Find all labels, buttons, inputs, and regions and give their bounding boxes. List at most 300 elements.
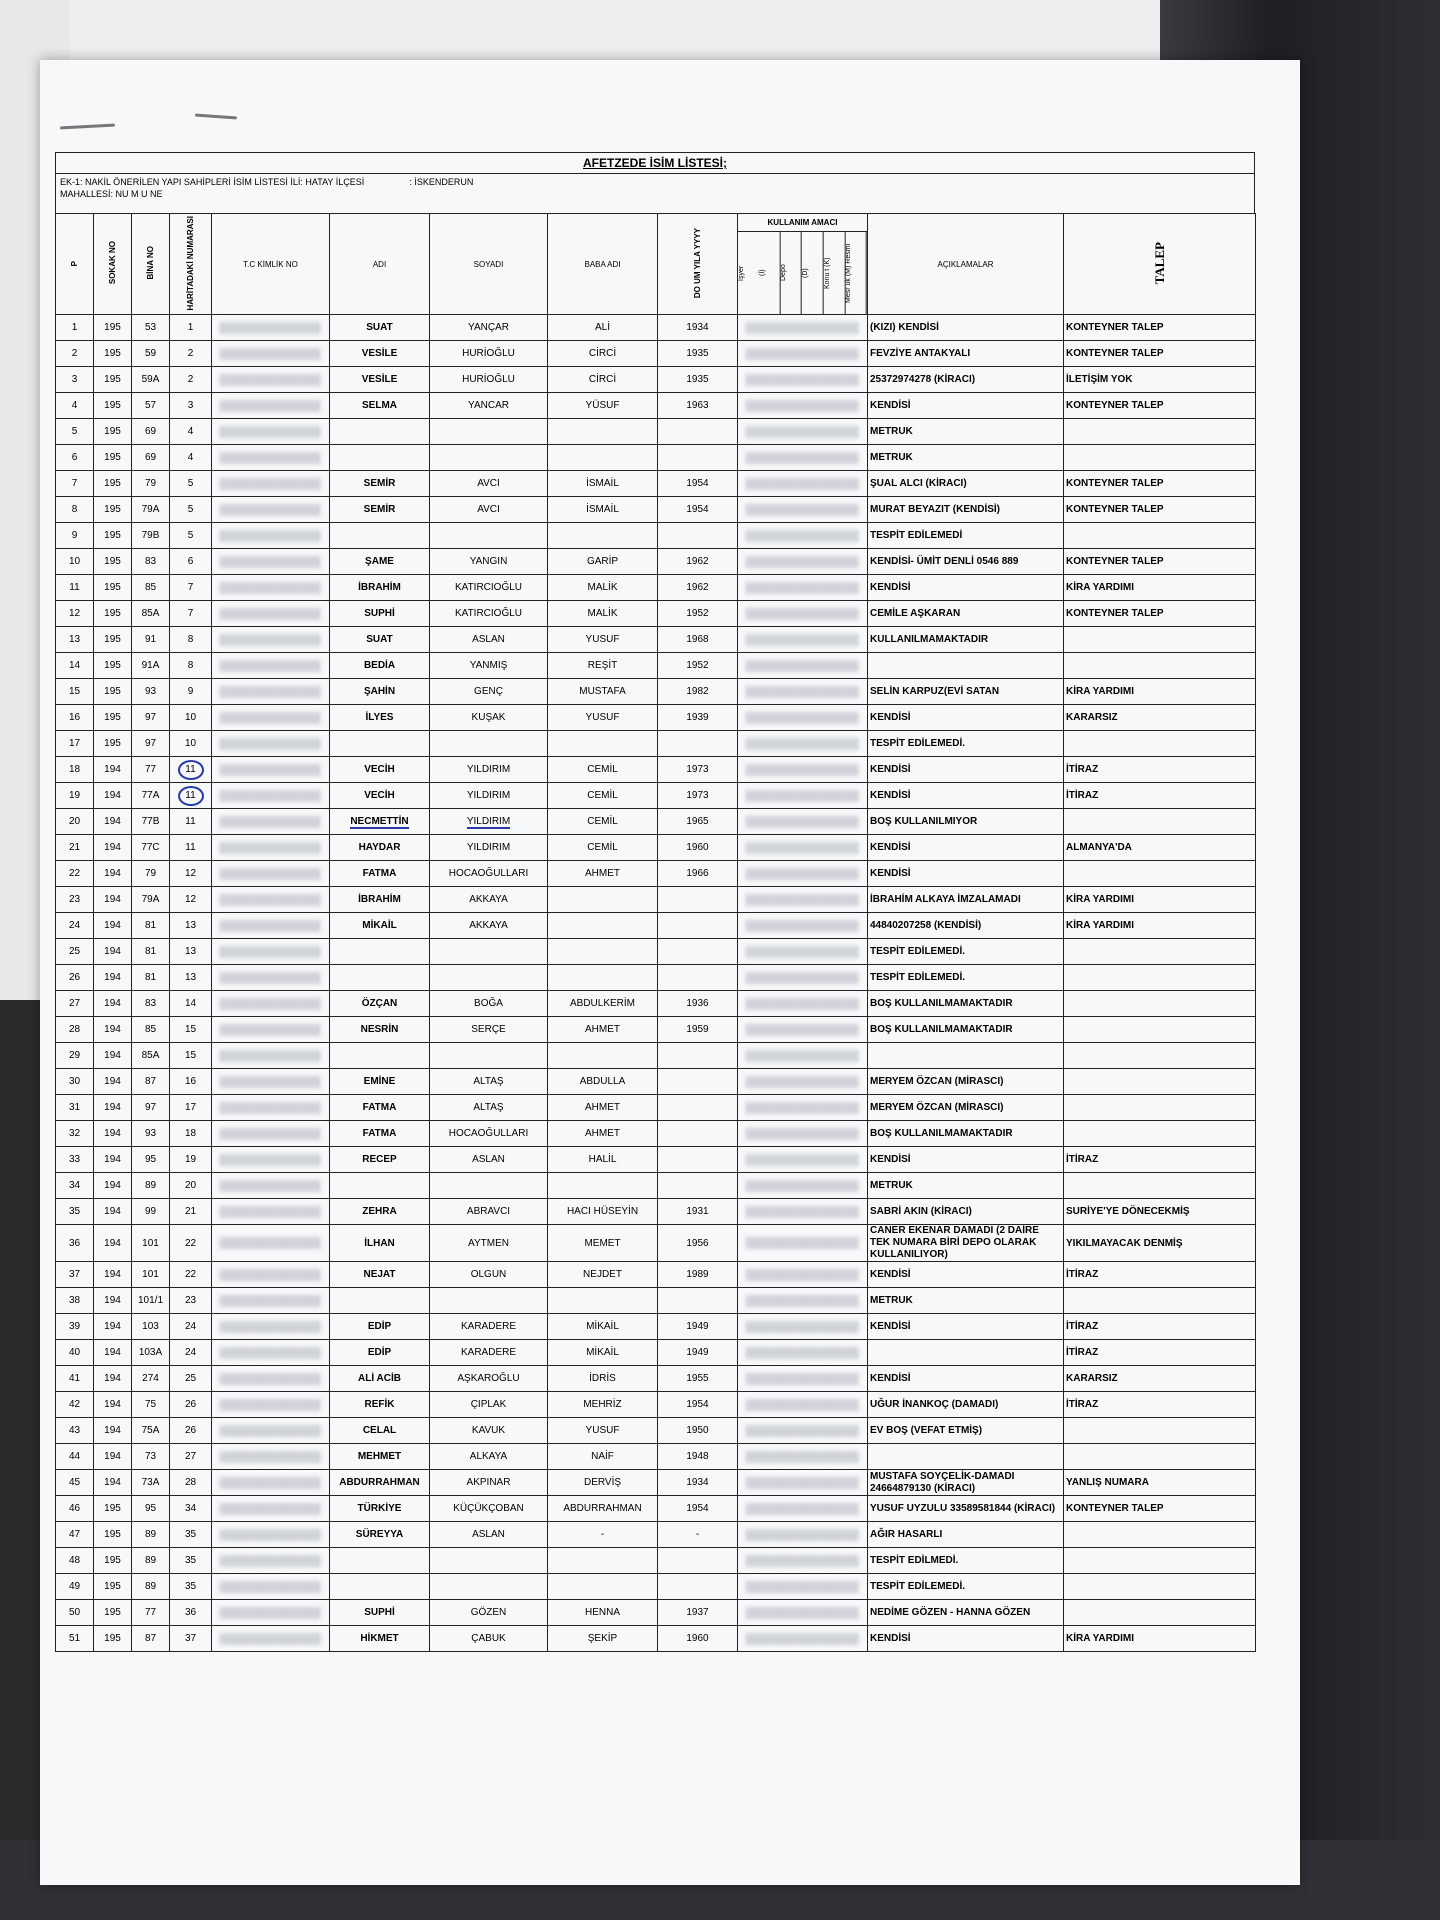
cell-aciklama xyxy=(868,1340,1064,1366)
cell-soyadi xyxy=(430,1043,548,1069)
cell-tc xyxy=(212,1262,330,1288)
cell-tc xyxy=(212,1366,330,1392)
cell-aciklama: MERYEM ÖZCAN (MİRASCI) xyxy=(868,1095,1064,1121)
cell-harita: 4 xyxy=(170,419,212,445)
cell-no: 40 xyxy=(56,1340,94,1366)
cell-sokak: 195 xyxy=(94,679,132,705)
redacted-blur xyxy=(220,660,321,672)
cell-soyadi: GÖZEN xyxy=(430,1600,548,1626)
redacted-blur xyxy=(220,1050,321,1062)
cell-soyadi: HURİOĞLU xyxy=(430,367,548,393)
table-row xyxy=(56,1626,1256,1652)
table-row xyxy=(56,809,1256,835)
cell-adi: MİKAİL xyxy=(330,913,430,939)
cell-sokak: 194 xyxy=(94,1262,132,1288)
cell-dogum xyxy=(658,913,738,939)
cell-harita: 21 xyxy=(170,1199,212,1225)
cell-soyadi xyxy=(430,965,548,991)
redacted-blur xyxy=(746,452,859,464)
cell-kullanim xyxy=(738,1522,868,1548)
cell-adi: ZEHRA xyxy=(330,1199,430,1225)
cell-kullanim xyxy=(738,809,868,835)
table-row xyxy=(56,1225,1256,1262)
cell-adi: ABDURRAHMAN xyxy=(330,1470,430,1496)
cell-bina: 85A xyxy=(132,601,170,627)
cell-harita: 36 xyxy=(170,1600,212,1626)
table-row xyxy=(56,601,1256,627)
redacted-blur xyxy=(220,1399,321,1411)
cell-bina: 83 xyxy=(132,991,170,1017)
cell-no: 36 xyxy=(56,1225,94,1262)
redacted-blur xyxy=(220,712,321,724)
cell-soyadi: KUŞAK xyxy=(430,705,548,731)
cell-tc xyxy=(212,393,330,419)
cell-soyadi: AVCI xyxy=(430,497,548,523)
cell-bina: 101 xyxy=(132,1262,170,1288)
header-baba: BABA ADI xyxy=(548,214,658,315)
cell-no: 38 xyxy=(56,1288,94,1314)
cell-adi: SEMİR xyxy=(330,497,430,523)
cell-no: 43 xyxy=(56,1418,94,1444)
cell-no: 49 xyxy=(56,1574,94,1600)
redacted-blur xyxy=(746,530,859,542)
redacted-blur xyxy=(746,686,859,698)
cell-no: 8 xyxy=(56,497,94,523)
cell-sokak: 194 xyxy=(94,1069,132,1095)
cell-harita: 20 xyxy=(170,1173,212,1199)
cell-aciklama: KENDİSİ xyxy=(868,705,1064,731)
cell-kullanim xyxy=(738,913,868,939)
redacted-blur xyxy=(746,894,859,906)
cell-kullanim xyxy=(738,1548,868,1574)
header-bina: BİNA NO xyxy=(132,214,170,315)
cell-dogum xyxy=(658,523,738,549)
cell-dogum xyxy=(658,1288,738,1314)
cell-harita: 11 xyxy=(170,809,212,835)
cell-soyadi: AKPINAR xyxy=(430,1470,548,1496)
cell-kullanim xyxy=(738,835,868,861)
cell-no: 4 xyxy=(56,393,94,419)
cell-kullanim xyxy=(738,1392,868,1418)
redacted-blur xyxy=(220,1237,321,1249)
redacted-blur xyxy=(220,1102,321,1114)
cell-kullanim xyxy=(738,1600,868,1626)
cell-sokak: 195 xyxy=(94,601,132,627)
cell-kullanim xyxy=(738,1147,868,1173)
cell-aciklama: METRUK xyxy=(868,1288,1064,1314)
cell-talep: KONTEYNER TALEP xyxy=(1064,601,1256,627)
cell-dogum: 1989 xyxy=(658,1262,738,1288)
cell-talep xyxy=(1064,1173,1256,1199)
redacted-blur xyxy=(746,1102,859,1114)
cell-no: 22 xyxy=(56,861,94,887)
cell-bina: 97 xyxy=(132,731,170,757)
cell-aciklama: MUSTAFA SOYÇELİK-DAMADI 24664879130 (KİRACI) xyxy=(868,1470,1064,1496)
cell-tc xyxy=(212,1314,330,1340)
redacted-blur xyxy=(220,1555,321,1567)
table-row xyxy=(56,627,1256,653)
cell-adi: SUPHİ xyxy=(330,601,430,627)
cell-baba: MEMET xyxy=(548,1225,658,1262)
header-kullanim-option: (İ) xyxy=(759,232,781,314)
table-row xyxy=(56,1470,1256,1496)
cell-no: 31 xyxy=(56,1095,94,1121)
cell-sokak: 194 xyxy=(94,913,132,939)
cell-tc xyxy=(212,1225,330,1262)
cell-adi: VESİLE xyxy=(330,367,430,393)
redacted-blur xyxy=(746,1295,859,1307)
cell-adi: FATMA xyxy=(330,1095,430,1121)
cell-adi: SUPHİ xyxy=(330,1600,430,1626)
cell-kullanim xyxy=(738,575,868,601)
cell-adi: EDİP xyxy=(330,1314,430,1340)
cell-aciklama: KULLANILMAMAKTADIR xyxy=(868,627,1064,653)
cell-kullanim xyxy=(738,367,868,393)
cell-talep xyxy=(1064,1444,1256,1470)
cell-talep: KARARSIZ xyxy=(1064,705,1256,731)
cell-talep xyxy=(1064,1574,1256,1600)
redacted-blur xyxy=(746,400,859,412)
cell-dogum: 1966 xyxy=(658,861,738,887)
cell-adi: VECİH xyxy=(330,757,430,783)
redacted-blur xyxy=(746,1269,859,1281)
cell-soyadi xyxy=(430,1574,548,1600)
cell-tc xyxy=(212,913,330,939)
cell-bina: 89 xyxy=(132,1574,170,1600)
cell-aciklama: TESPİT EDİLEMEDİ. xyxy=(868,731,1064,757)
cell-dogum xyxy=(658,1173,738,1199)
cell-kullanim xyxy=(738,1340,868,1366)
cell-talep: İTİRAZ xyxy=(1064,1392,1256,1418)
cell-soyadi xyxy=(430,731,548,757)
cell-harita: 13 xyxy=(170,939,212,965)
redacted-blur xyxy=(220,374,321,386)
cell-no: 5 xyxy=(56,419,94,445)
cell-adi: REFİK xyxy=(330,1392,430,1418)
cell-bina: 59A xyxy=(132,367,170,393)
redacted-blur xyxy=(220,582,321,594)
cell-talep: İLETİŞİM YOK xyxy=(1064,367,1256,393)
cell-aciklama: CANER EKENAR DAMADI (2 DAİRE TEK NUMARA BİRİ DEPO OLARAK KULLANILIYOR) xyxy=(868,1225,1064,1262)
cell-dogum: 1931 xyxy=(658,1199,738,1225)
cell-talep xyxy=(1064,1522,1256,1548)
cell-aciklama: TESPİT EDİLEMEDİ. xyxy=(868,939,1064,965)
cell-kullanim xyxy=(738,1444,868,1470)
cell-baba xyxy=(548,419,658,445)
cell-sokak: 195 xyxy=(94,1548,132,1574)
cell-adi xyxy=(330,965,430,991)
cell-baba: AHMET xyxy=(548,1017,658,1043)
redacted-blur xyxy=(746,764,859,776)
cell-tc xyxy=(212,1147,330,1173)
cell-no: 3 xyxy=(56,367,94,393)
cell-harita: 17 xyxy=(170,1095,212,1121)
cell-dogum: 1954 xyxy=(658,1496,738,1522)
cell-bina: 93 xyxy=(132,1121,170,1147)
cell-bina: 95 xyxy=(132,1147,170,1173)
cell-talep xyxy=(1064,939,1256,965)
cell-sokak: 194 xyxy=(94,1095,132,1121)
cell-aciklama: YUSUF UYZULU 33589581844 (KİRACI) xyxy=(868,1496,1064,1522)
cell-talep: KONTEYNER TALEP xyxy=(1064,393,1256,419)
cell-sokak: 195 xyxy=(94,497,132,523)
cell-dogum: 1959 xyxy=(658,1017,738,1043)
cell-harita: 16 xyxy=(170,1069,212,1095)
redacted-blur xyxy=(746,1633,859,1645)
cell-tc xyxy=(212,367,330,393)
cell-adi: İBRAHİM xyxy=(330,887,430,913)
table-row xyxy=(56,367,1256,393)
cell-talep: İTİRAZ xyxy=(1064,783,1256,809)
cell-baba: NEJDET xyxy=(548,1262,658,1288)
redacted-blur xyxy=(746,608,859,620)
cell-talep: YANLIŞ NUMARA xyxy=(1064,1470,1256,1496)
cell-sokak: 194 xyxy=(94,1418,132,1444)
cell-kullanim xyxy=(738,705,868,731)
redacted-blur xyxy=(746,920,859,932)
cell-adi: İLHAN xyxy=(330,1225,430,1262)
redacted-blur xyxy=(746,322,859,334)
redacted-blur xyxy=(220,400,321,412)
redacted-blur xyxy=(220,556,321,568)
cell-tc xyxy=(212,1069,330,1095)
cell-baba xyxy=(548,445,658,471)
cell-dogum: 1965 xyxy=(658,809,738,835)
cell-kullanim xyxy=(738,783,868,809)
cell-sokak: 195 xyxy=(94,315,132,341)
cell-bina: 69 xyxy=(132,445,170,471)
header-kullanim-title: KULLANIM AMACI xyxy=(738,214,867,232)
cell-no: 30 xyxy=(56,1069,94,1095)
cell-sokak: 195 xyxy=(94,575,132,601)
cell-kullanim xyxy=(738,1496,868,1522)
table-row xyxy=(56,549,1256,575)
cell-adi: ŞAHİN xyxy=(330,679,430,705)
cell-dogum: - xyxy=(658,1522,738,1548)
table-body xyxy=(56,315,1256,1652)
cell-kullanim xyxy=(738,1173,868,1199)
header-tc: T.C KİMLİK NO xyxy=(212,214,330,315)
redacted-blur xyxy=(746,1607,859,1619)
cell-aciklama: KENDİSİ xyxy=(868,1366,1064,1392)
redacted-blur xyxy=(220,1529,321,1541)
cell-bina: 89 xyxy=(132,1548,170,1574)
cell-talep xyxy=(1064,1069,1256,1095)
cell-baba: DERVİŞ xyxy=(548,1470,658,1496)
cell-harita: 11 xyxy=(170,835,212,861)
cell-adi: ALİ ACİB xyxy=(330,1366,430,1392)
cell-soyadi: ABRAVCI xyxy=(430,1199,548,1225)
cell-sokak: 195 xyxy=(94,1496,132,1522)
cell-kullanim xyxy=(738,419,868,445)
table-row xyxy=(56,1600,1256,1626)
redacted-blur xyxy=(220,686,321,698)
redacted-blur xyxy=(220,1347,321,1359)
background-sheet xyxy=(0,0,1165,60)
cell-no: 51 xyxy=(56,1626,94,1652)
cell-no: 16 xyxy=(56,705,94,731)
cell-no: 34 xyxy=(56,1173,94,1199)
staple-icon xyxy=(195,114,237,120)
cell-sokak: 194 xyxy=(94,887,132,913)
cell-aciklama xyxy=(868,653,1064,679)
cell-harita: 23 xyxy=(170,1288,212,1314)
redacted-blur xyxy=(746,1128,859,1140)
redacted-blur xyxy=(746,1237,859,1249)
cell-bina: 79 xyxy=(132,471,170,497)
cell-harita: 2 xyxy=(170,341,212,367)
staple-icon xyxy=(60,124,115,130)
cell-adi: NECMETTİN xyxy=(330,809,430,835)
cell-kullanim xyxy=(738,1626,868,1652)
table-row xyxy=(56,471,1256,497)
cell-talep xyxy=(1064,1017,1256,1043)
cell-talep xyxy=(1064,1288,1256,1314)
cell-talep: KONTEYNER TALEP xyxy=(1064,341,1256,367)
header-kullanim-option: Mesr uk (M) Resmi xyxy=(845,232,867,314)
cell-baba: İSMAİL xyxy=(548,497,658,523)
cell-soyadi: YANGIN xyxy=(430,549,548,575)
cell-talep: KONTEYNER TALEP xyxy=(1064,1496,1256,1522)
redacted-blur xyxy=(746,1180,859,1192)
cell-talep: KARARSIZ xyxy=(1064,1366,1256,1392)
cell-dogum xyxy=(658,1147,738,1173)
cell-baba: HACI HÜSEYİN xyxy=(548,1199,658,1225)
cell-no: 41 xyxy=(56,1366,94,1392)
cell-dogum: 1954 xyxy=(658,1392,738,1418)
cell-aciklama xyxy=(868,1444,1064,1470)
cell-tc xyxy=(212,679,330,705)
cell-no: 27 xyxy=(56,991,94,1017)
cell-bina: 274 xyxy=(132,1366,170,1392)
cell-adi: BEDİA xyxy=(330,653,430,679)
cell-tc xyxy=(212,1173,330,1199)
cell-no: 15 xyxy=(56,679,94,705)
table-row xyxy=(56,757,1256,783)
header-kullanim xyxy=(738,214,868,315)
cell-talep: İTİRAZ xyxy=(1064,1262,1256,1288)
cell-soyadi xyxy=(430,939,548,965)
cell-aciklama: KENDİSİ xyxy=(868,783,1064,809)
cell-bina: 91 xyxy=(132,627,170,653)
redacted-blur xyxy=(746,946,859,958)
cell-soyadi: OLGUN xyxy=(430,1262,548,1288)
cell-no: 26 xyxy=(56,965,94,991)
cell-aciklama: SABRİ AKIN (KİRACI) xyxy=(868,1199,1064,1225)
cell-harita: 5 xyxy=(170,497,212,523)
redacted-blur xyxy=(746,1529,859,1541)
cell-baba xyxy=(548,1574,658,1600)
cell-aciklama: MURAT BEYAZIT (KENDİSİ) xyxy=(868,497,1064,523)
cell-sokak: 194 xyxy=(94,1470,132,1496)
subtitle-ilce: : İSKENDERUN xyxy=(409,177,474,187)
cell-harita: 18 xyxy=(170,1121,212,1147)
cell-tc xyxy=(212,1574,330,1600)
cell-sokak: 194 xyxy=(94,1173,132,1199)
cell-sokak: 194 xyxy=(94,965,132,991)
cell-soyadi: AKKAYA xyxy=(430,913,548,939)
cell-dogum xyxy=(658,1069,738,1095)
cell-dogum: 1934 xyxy=(658,315,738,341)
cell-soyadi: ASLAN xyxy=(430,1522,548,1548)
cell-talep xyxy=(1064,731,1256,757)
cell-talep: KİRA YARDIMI xyxy=(1064,679,1256,705)
cell-harita: 6 xyxy=(170,549,212,575)
cell-kullanim xyxy=(738,887,868,913)
cell-harita: 13 xyxy=(170,965,212,991)
cell-aciklama: BOŞ KULLANILMIYOR xyxy=(868,809,1064,835)
cell-talep: ALMANYA'DA xyxy=(1064,835,1256,861)
cell-no: 25 xyxy=(56,939,94,965)
cell-aciklama: 25372974278 (KİRACI) xyxy=(868,367,1064,393)
cell-soyadi: ALKAYA xyxy=(430,1444,548,1470)
cell-adi xyxy=(330,1043,430,1069)
cell-soyadi: ÇIPLAK xyxy=(430,1392,548,1418)
cell-adi: İLYES xyxy=(330,705,430,731)
redacted-blur xyxy=(746,1050,859,1062)
cell-bina: 59 xyxy=(132,341,170,367)
cell-dogum: 1960 xyxy=(658,835,738,861)
cell-kullanim xyxy=(738,1314,868,1340)
cell-bina: 99 xyxy=(132,1199,170,1225)
cell-dogum: 1935 xyxy=(658,341,738,367)
cell-soyadi: HOCAOĞULLARI xyxy=(430,1121,548,1147)
cell-dogum: 1956 xyxy=(658,1225,738,1262)
cell-tc xyxy=(212,939,330,965)
cell-aciklama: METRUK xyxy=(868,1173,1064,1199)
redacted-blur xyxy=(220,868,321,880)
cell-no: 50 xyxy=(56,1600,94,1626)
cell-tc xyxy=(212,419,330,445)
redacted-blur xyxy=(220,1373,321,1385)
cell-no: 17 xyxy=(56,731,94,757)
cell-tc xyxy=(212,445,330,471)
table-row xyxy=(56,861,1256,887)
cell-dogum xyxy=(658,939,738,965)
cell-kullanim xyxy=(738,315,868,341)
cell-soyadi: KAVUK xyxy=(430,1418,548,1444)
cell-baba: GARİP xyxy=(548,549,658,575)
cell-harita: 19 xyxy=(170,1147,212,1173)
cell-kullanim xyxy=(738,341,868,367)
cell-bina: 79A xyxy=(132,497,170,523)
cell-baba: ŞEKİP xyxy=(548,1626,658,1652)
cell-dogum xyxy=(658,1043,738,1069)
redacted-blur xyxy=(746,972,859,984)
header-kullanim-sub xyxy=(738,232,867,314)
cell-bina: 85 xyxy=(132,1017,170,1043)
redacted-blur xyxy=(220,1321,321,1333)
table-row xyxy=(56,419,1256,445)
cell-no: 10 xyxy=(56,549,94,575)
cell-baba: MALİK xyxy=(548,601,658,627)
cell-adi: İBRAHİM xyxy=(330,575,430,601)
cell-talep xyxy=(1064,627,1256,653)
table-row xyxy=(56,1173,1256,1199)
header-harita: HARİTADAKİ NUMARASI xyxy=(170,214,212,315)
cell-aciklama: EV BOŞ (VEFAT ETMİŞ) xyxy=(868,1418,1064,1444)
cell-baba: İDRİS xyxy=(548,1366,658,1392)
cell-aciklama: KENDİSİ xyxy=(868,861,1064,887)
table-row xyxy=(56,653,1256,679)
cell-soyadi: KARADERE xyxy=(430,1314,548,1340)
table-row xyxy=(56,939,1256,965)
cell-kullanim xyxy=(738,1262,868,1288)
cell-adi xyxy=(330,445,430,471)
cell-tc xyxy=(212,783,330,809)
cell-baba: MALİK xyxy=(548,575,658,601)
table-row xyxy=(56,679,1256,705)
